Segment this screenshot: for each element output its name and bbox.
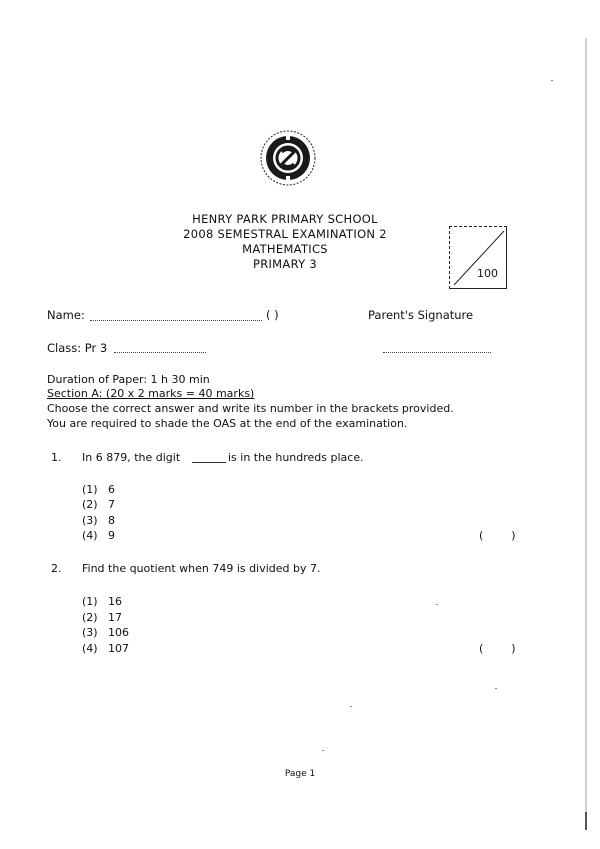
option-value: 106 — [108, 626, 129, 639]
option-value: 9 — [108, 529, 115, 542]
question-number: 2. — [51, 562, 62, 575]
level-title: PRIMARY 3 — [252, 257, 318, 271]
score-box — [449, 226, 507, 289]
option-value: 107 — [108, 642, 129, 655]
question-number: 1. — [51, 451, 62, 464]
question-text: Find the quotient when 749 is divided by 7. — [82, 562, 321, 575]
answer-blank — [192, 462, 226, 463]
option-item — [82, 514, 115, 527]
answer-bracket[interactable]: ( ) — [479, 642, 516, 655]
scan-speck — [350, 706, 352, 707]
option-number: (1) — [82, 595, 98, 608]
option-item — [82, 611, 122, 624]
option-value: 17 — [108, 611, 122, 624]
option-number: (2) — [82, 611, 98, 624]
class-field-line[interactable] — [114, 352, 206, 353]
class-label: Class: Pr 3 — [47, 341, 108, 355]
question-text-after: is in the hundreds place. — [228, 451, 364, 464]
scan-speck — [436, 604, 438, 605]
option-number: (4) — [82, 529, 98, 542]
option-item — [82, 529, 115, 542]
option-item — [82, 595, 122, 608]
option-number: (3) — [82, 514, 98, 527]
scan-speck — [551, 80, 553, 81]
school-crest-logo — [258, 128, 318, 188]
option-value: 8 — [108, 514, 115, 527]
score-total: 100 — [477, 267, 498, 280]
section-heading: Section A: (20 x 2 marks = 40 marks) — [47, 387, 255, 400]
school-name: HENRY PARK PRIMARY SCHOOL — [192, 212, 378, 226]
option-value: 16 — [108, 595, 122, 608]
option-value: 7 — [108, 498, 115, 511]
question-text-before: In 6 879, the digit — [82, 451, 181, 464]
exam-header — [150, 212, 420, 272]
option-item — [82, 498, 115, 511]
class-number-bracket[interactable]: ( ) — [266, 308, 279, 322]
option-item — [82, 483, 115, 496]
page-edge-line — [585, 38, 587, 830]
option-number: (4) — [82, 642, 98, 655]
page-number: Page 1 — [284, 769, 316, 779]
name-label: Name: — [47, 308, 85, 322]
name-field-line[interactable] — [90, 320, 262, 321]
option-value: 6 — [108, 483, 115, 496]
page-edge-mark — [585, 812, 587, 830]
option-item — [82, 642, 129, 655]
parent-signature-label: Parent's Signature — [368, 308, 474, 322]
option-number: (2) — [82, 498, 98, 511]
instruction-line: You are required to shade the OAS at the end of the examination. — [47, 417, 408, 430]
option-number: (1) — [82, 483, 98, 496]
option-item — [82, 626, 129, 639]
duration-text: Duration of Paper: 1 h 30 min — [47, 373, 210, 386]
option-number: (3) — [82, 626, 98, 639]
exam-title: 2008 SEMESTRAL EXAMINATION 2 — [183, 227, 387, 241]
parent-signature-line[interactable] — [383, 352, 491, 353]
subject-title: MATHEMATICS — [242, 242, 328, 256]
answer-bracket[interactable]: ( ) — [479, 529, 516, 542]
instruction-line: Choose the correct answer and write its number in the brackets provided. — [47, 402, 454, 415]
scan-speck — [322, 750, 324, 751]
scan-speck — [495, 688, 497, 689]
